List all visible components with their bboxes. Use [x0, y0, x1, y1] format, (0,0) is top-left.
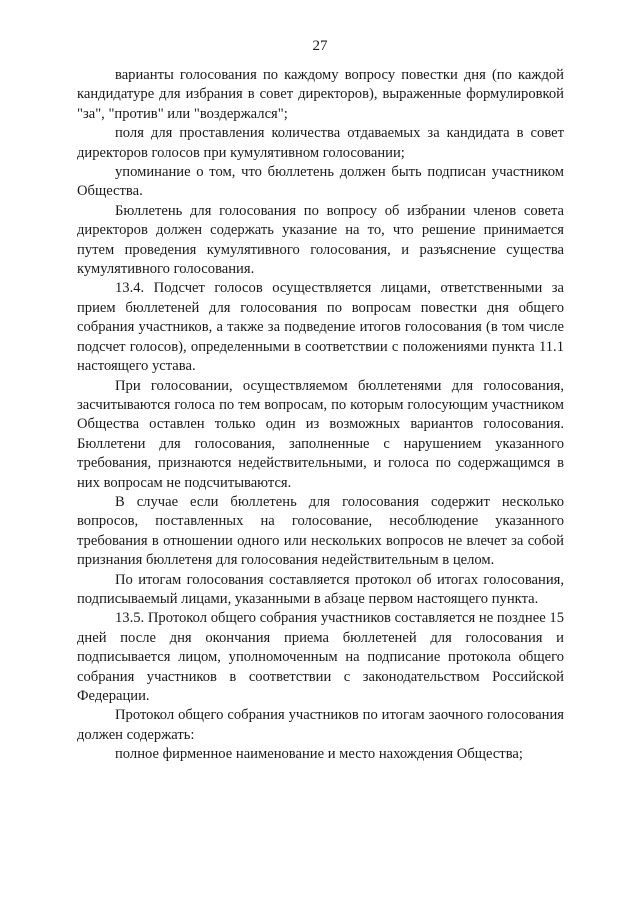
paragraph: Бюллетень для голосования по вопросу об избрании членов совета директоров должен содержать указание на то, что решение принимается путем проведения кумулятивного голосования, и разъяснение существа кумулятивного голосования.: [77, 202, 564, 278]
paragraph: упоминание о том, что бюллетень должен быть подписан участником Общества.: [77, 164, 564, 200]
paragraph: поля для проставления количества отдаваемых за кандидата в совет директоров голосов при кумулятивном голосовании;: [77, 125, 564, 161]
paragraph: варианты голосования по каждому вопросу повестки дня (по каждой кандидатуре для избрания в совет директоров), выраженные формулировкой "за", "против" или "воздержался";: [77, 67, 564, 122]
paragraph: 13.5. Протокол общего собрания участников составляется не позднее 15 дней после дня окончания приема бюллетеней для голосования и подписывается лицом, уполномоченным на подписание протокола общего собрания участников в соответствии с законодательством Российской Федерации.: [77, 610, 564, 704]
page-number: 27: [312, 38, 328, 54]
document-body: [77, 66, 564, 765]
paragraph: полное фирменное наименование и место нахождения Общества;: [115, 746, 523, 763]
paragraph: Протокол общего собрания участников по итогам заочного голосования должен содержать:: [77, 707, 564, 743]
paragraph: 13.4. Подсчет голосов осуществляется лицами, ответственными за прием бюллетеней для голосования по вопросам повестки дня общего собрания участников, а также за подведение итогов голосования (в том числе подсчет голосов), определенными в соответствии с положениями пункта 11.1 настоящего устава.: [77, 280, 564, 375]
paragraph: По итогам голосования составляется протокол об итогах голосования, подписываемый лицами, указанными в абзаце первом настоящего пункта.: [77, 571, 564, 607]
paragraph: При голосовании, осуществляемом бюллетенями для голосования, засчитываются голоса по тем вопросам, по которым голосующим участником Общества оставлен только один из возможных вариантов голосования. Бюллетени для голосования, заполненные с нарушением указанного требования, признаются недействительными, и голоса по содержащимся в них вопросам не подсчитываются.: [77, 377, 564, 491]
paragraph: В случае если бюллетень для голосования содержит несколько вопросов, поставленных на голосование, несоблюдение указанного требования в отношении одного или нескольких вопросов не влечет за собой признания бюллетеня для голосования недействительным в целом.: [77, 493, 564, 569]
